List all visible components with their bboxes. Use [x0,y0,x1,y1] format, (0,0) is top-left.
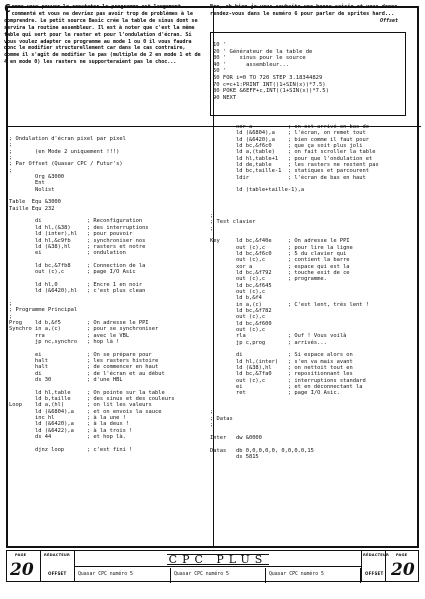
footer-redactor-cell-right [361,551,390,581]
code-line: ; [210,409,214,416]
code-line: ; Ondulation d'écran pixel par pixel [9,136,126,142]
code-line: Inter dw &0000 [210,434,262,441]
code-line: ld b,&f4 [210,295,262,302]
code-line: ld bc,&7fa0 ; repositionnant les [210,371,353,378]
code-line: ld bc,&f792 ; touche exit de ce [210,269,350,276]
code-line: out (c),c [210,327,266,333]
code-line: ; [210,212,214,219]
code-line: ld hl,table ; On pointe sur la table [9,389,165,396]
code-line: 70 c=c+1:PRINT INT((1+SIN(x))*7.5) [213,81,326,88]
code-line: ; [210,225,214,232]
code-line: jp c,prog ; arrivés... [210,339,327,346]
code-line: ld bc,&f782 [210,307,272,314]
code-line: ld (&6420),a ; à la deux ! [9,421,130,428]
page-footer [6,550,419,582]
footer-subtitle-1: Quasar CPC numéro 5 [75,568,171,583]
code-line: ld hl,(inter) ; s'en va mais avant [210,358,353,365]
code-line: ld (&6804),a ; et on envois la sauce [9,408,162,415]
basic-listing [213,42,329,101]
code-line: ld hl,table+1 ; pour que l'ondulation et [210,155,373,162]
code-line: rla ; Ouf ! Vous voilà [210,333,347,340]
code-line: Table Equ &3000 [9,199,61,206]
code-line: 30 ' sinus pour le source [213,55,306,62]
page-label-right: PAGE [396,553,408,557]
code-line: out (c),c ; interruptions standard [210,377,366,384]
code-line: jp nc,synchro ; hop là ! [9,339,120,345]
code-line: out (c),c [210,288,266,295]
code-line: ld de,table ; les rasters ne restent pas [210,162,379,169]
assembly-listing-right [210,124,379,460]
author-signature: Offset [380,18,399,24]
redactor-label: RÉDACTEUR [44,553,71,557]
redactor-label-right: RÉDACTEUR [363,553,390,557]
code-line: ld hl,0 ; Encre 1 en noir [9,281,143,288]
code-line: ; [9,142,13,149]
code-line: ds 30 ; d'une HBL [9,377,123,384]
code-line: di ; Si espace alors on [210,352,353,359]
code-line: ; [9,155,13,162]
code-line: ld (&6422),a ; à la trois ! [9,427,133,434]
code-line: out (c),c [210,314,266,321]
code-line: ; [9,167,13,174]
code-line: ld (&38),hl ; on nettoit tout en [210,365,353,372]
code-line: halt ; les rasters histoire [9,358,159,365]
code-line: inc hl ; à la une ! [9,415,126,422]
code-line: ld bc,&f645 [210,282,272,289]
code-line: ld bc,&f6c0 ; 5 du clavier qui [210,250,347,257]
code-line: ld hl,&c9fb ; synchroniser nos [9,237,146,244]
code-line: Datas db 0,0,0,0,0, 0,0,0,0,15 [210,447,314,454]
footer-subtitle-3: Quasar CPC numéro 5 [266,568,361,583]
code-line: 60 FOR i=0 TO 720 STEP 3.18344829 [213,74,323,81]
code-line: out (c),c ; pour lire la ligne [210,244,353,251]
code-line: ld (table+taille-1),a [210,187,305,194]
code-line: xor a ; on est arrivé en bas de [210,124,370,130]
code-line: ld (&6420),a ; bien comme il faut pour [210,136,370,143]
code-line: ; Datas [210,415,233,422]
code-line: 90 NEXT [213,94,237,101]
footer-subtitle-2: Quasar CPC numéro 5 [171,568,266,583]
code-line: ldir ; l'écran de bas en haut [210,174,366,181]
code-line: ld bc,&7fb8 ; Connection de la [9,262,146,269]
code-line: ei ; et en déconnectant la [210,384,363,391]
code-line: out (c),c ; page I/O Asic [9,269,136,276]
page-number: 20 [10,560,34,580]
code-line: di ; Reconfiguration [9,218,143,225]
code-line: Key ld bc,&f40e ; On adresse le PPI [210,238,350,245]
redactor-name-right: OFFSET [365,571,384,576]
redactor-name: OFFSET [48,571,67,576]
magazine-title: CPC PLUS [75,551,361,567]
intro-paragraph: omme vous pouvez le constater le programme est largement commenté et vous ne devriez pas avoir trop de problèmes à le comprendre. Le petit source Basic crée la table de sinus dont se servira la routine assembleur. Il est à noter que c'est la même table qui sert pour le raster et pour l'ondulation d'écran. Si vous voulez adapter ce programme au mode 1 ou 0 il vous faudra donc le modifier structurellement car dans le cas contraire, comme il s'agit de modifier le pas (multiple de 2 en mode 1 et de 4 en mode 0) les rasters ne supporteraient pas le choc... [4,4,201,66]
code-line: Taille Equ 232 [9,205,55,212]
code-line: ld hl,(&38) ; des interruptions [9,224,149,231]
code-line: 40 ' assembleur... [213,61,290,68]
code-line: rra ; avec le VBL [9,332,130,339]
code-line: ; [210,422,214,429]
code-line: Org &3000 [9,174,65,181]
intro-divider-left [8,126,213,127]
code-line: ret ; page I/O Asic. [210,390,340,397]
code-line: Prog ld b,&f5 ; On adresse le PPI [9,319,149,326]
footer-page-cell [7,551,41,581]
page-label: PAGE [15,553,27,557]
code-line: ; [9,300,13,307]
code-line: 50 ' [213,68,227,75]
intro-text-left [4,4,202,66]
code-line: Loop ld a,(hl) ; on lit les valeurs [9,402,152,409]
code-line: in a,(c) ; C'est lent, très lent ! [210,301,370,308]
code-line: ld (&6804),a ; l'écran, on remet tout [210,130,366,137]
footer-redactor-cell [41,551,75,581]
code-line: Nolist [9,186,55,193]
code-line: ei ; ondulation [9,250,126,257]
code-line: ld b,taille ; des sinus et des couleurs [9,396,175,403]
code-line: halt ; de commencer en haut [9,364,159,371]
code-line: ; Par Offset (Quasar CPC / Futur's) [9,161,123,168]
code-line: ld bc,taille-1 ; statiques et parcourent [210,168,370,175]
assembly-listing-left [9,136,175,453]
intro-text-right: Bon, eh bien je vous souhaite une bonne saisie et vous donne rendez-vous dans le numéro 6 pour parler de sprites hard... [210,4,398,17]
code-line: ; Test clavier [210,219,256,226]
code-line: ei ; On se prépare pour [9,351,152,358]
code-line: ; [9,313,13,320]
code-line: xor a ; espace qui est la [210,263,350,270]
code-line: ; Programme Principal [9,307,78,314]
code-line: ld a,(table) ; on fait scroller la table [210,149,376,156]
code-line: Synchro in a,(c) ; pour se synchroniser [9,326,159,333]
page-number-right: 20 [391,560,415,580]
code-line: Ent [9,180,45,187]
code-line: 10 ' [213,42,227,48]
code-line: 80 POKE &6EFF+c,INT((1+SIN(x))*7.5) [213,88,329,95]
code-line: ld bc,&f6c0 ; que ça soit plus joli [210,143,363,150]
code-line: ld (&38),hl ; rasters et notre [9,243,146,250]
code-line: di ; de l'écran et au début [9,370,165,377]
code-line: out (c),c ; contient la barre [210,257,350,264]
code-line: ; (en Mode 2 uniquement !!!) [9,148,120,155]
code-line: ds 44 ; et hop là. [9,434,126,441]
code-line: ld bc,&f600 [210,320,272,327]
code-line: ld (&6420),hl ; c'est plus clean [9,288,146,295]
drop-cap: C [4,2,11,15]
code-line: ld (inter),hl ; pour pouvoir [9,231,133,238]
code-line: ds 5815 [210,453,259,460]
code-line: djnz loop ; c'est fini ! [9,446,133,453]
footer-page-cell-right [386,551,420,581]
code-line: 20 ' Générateur de la table de [213,48,313,55]
code-line: out (c),c ; programme. [210,276,327,283]
